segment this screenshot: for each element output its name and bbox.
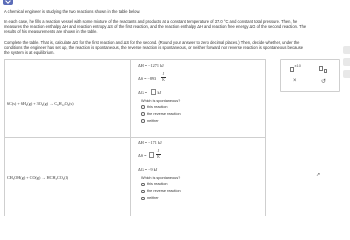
reaction-1-free-energy-input[interactable] — [151, 89, 156, 95]
sidebar-tab-3[interactable] — [343, 70, 350, 78]
undo-icon[interactable]: ↺ — [321, 79, 327, 85]
reaction-2-entropy-unit-den: K — [157, 154, 160, 159]
table-row-divider — [4, 137, 266, 138]
reaction-2-free-energy: ΔG = −9 kJ — [138, 167, 158, 172]
reaction-2-entropy-label: ΔS = — [138, 153, 147, 158]
reaction-2-radio-neither[interactable] — [141, 197, 145, 201]
reaction-2-question: Which is spontaneous? — [141, 176, 181, 180]
reaction-1-radio-this[interactable] — [141, 105, 145, 109]
reaction-1-equation: 6C(s) + 6H₂(g) + 3O₂(g) → C₆H₁₂O₆(s) — [7, 101, 74, 106]
reaction-1-radio-neither[interactable] — [141, 119, 145, 123]
answer-toolbox — [280, 59, 340, 92]
collapse-chevron-icon[interactable] — [3, 0, 13, 5]
reaction-1-question: Which is spontaneous? — [141, 98, 181, 103]
close-icon[interactable]: × — [293, 78, 297, 84]
mantissa-box-icon — [290, 67, 294, 72]
intro-paragraph-3: Complete the table. That is, calculate ΔG for the first reaction and ΔS for the second. (Round your answer to zero decimal places.) Then, decide whether, under the conditions the engineer has set up, the reaction is spontaneous, the reverse reaction is spontaneous, or neither forward nor reverse reaction is spontaneous because the system is at equilibrium. — [4, 40, 304, 55]
reaction-2-entropy-unit-num: J — [157, 149, 160, 153]
mouse-cursor-icon: ↗ — [316, 172, 321, 178]
reaction-1-option-neither[interactable]: neither — [147, 118, 159, 123]
reaction-1-free-energy-label: ΔG = — [138, 90, 148, 95]
base-box-icon — [319, 66, 323, 71]
scientific-notation-button[interactable] — [290, 65, 300, 74]
reaction-2-radio-reverse[interactable] — [141, 190, 145, 194]
reaction-1-radio-reverse[interactable] — [141, 112, 145, 116]
subscript-button[interactable] — [319, 65, 329, 74]
reaction-2-option-this[interactable]: this reaction — [147, 182, 168, 186]
reaction-2-enthalpy: ΔH = −171 kJ — [138, 140, 162, 145]
reaction-2-entropy-input[interactable] — [149, 152, 154, 158]
reaction-1-entropy-unit-num: J — [162, 72, 165, 76]
reaction-2-option-reverse[interactable]: the reverse reaction — [147, 189, 181, 193]
subscript-box-icon — [324, 69, 327, 73]
reaction-2-option-neither[interactable]: neither — [147, 196, 159, 200]
reaction-1-enthalpy: ΔH = −1271 kJ — [138, 63, 164, 68]
top-bar — [0, 0, 350, 6]
sidebar-tab-2[interactable] — [343, 58, 350, 66]
reaction-2-radio-this[interactable] — [141, 183, 145, 187]
reaction-1-entropy-label: ΔS = −893 — [138, 76, 157, 81]
sidebar-tab-1[interactable] — [343, 46, 350, 54]
reaction-2-equation: CH₃OH(g) + CO(g) → HCH₃CO₂(l) — [7, 175, 69, 180]
reaction-1-entropy-unit-den: K — [162, 77, 165, 82]
exponent-label: x10 — [294, 63, 301, 68]
intro-paragraph-2: In each case, he fills a reaction vessel with some mixture of the reactants and products at a constant temperature of 37.0 °C and constant total pressure. Then, he measures the reaction enthalpy ΔH and reaction entropy ΔS of the first reaction, and the reaction enthalpy ΔH and reaction free energy ΔG of the second reaction. The results of his measurements are shown in the table. — [4, 19, 307, 34]
intro-paragraph-1: A chemical engineer is studying the two reactions shown in the table below. — [4, 9, 141, 14]
reaction-1-option-reverse[interactable]: the reverse reaction — [147, 111, 181, 116]
reaction-1-free-energy-unit: kJ — [157, 90, 162, 95]
reaction-1-option-this[interactable]: this reaction — [147, 104, 168, 109]
right-sidebar — [343, 40, 350, 100]
